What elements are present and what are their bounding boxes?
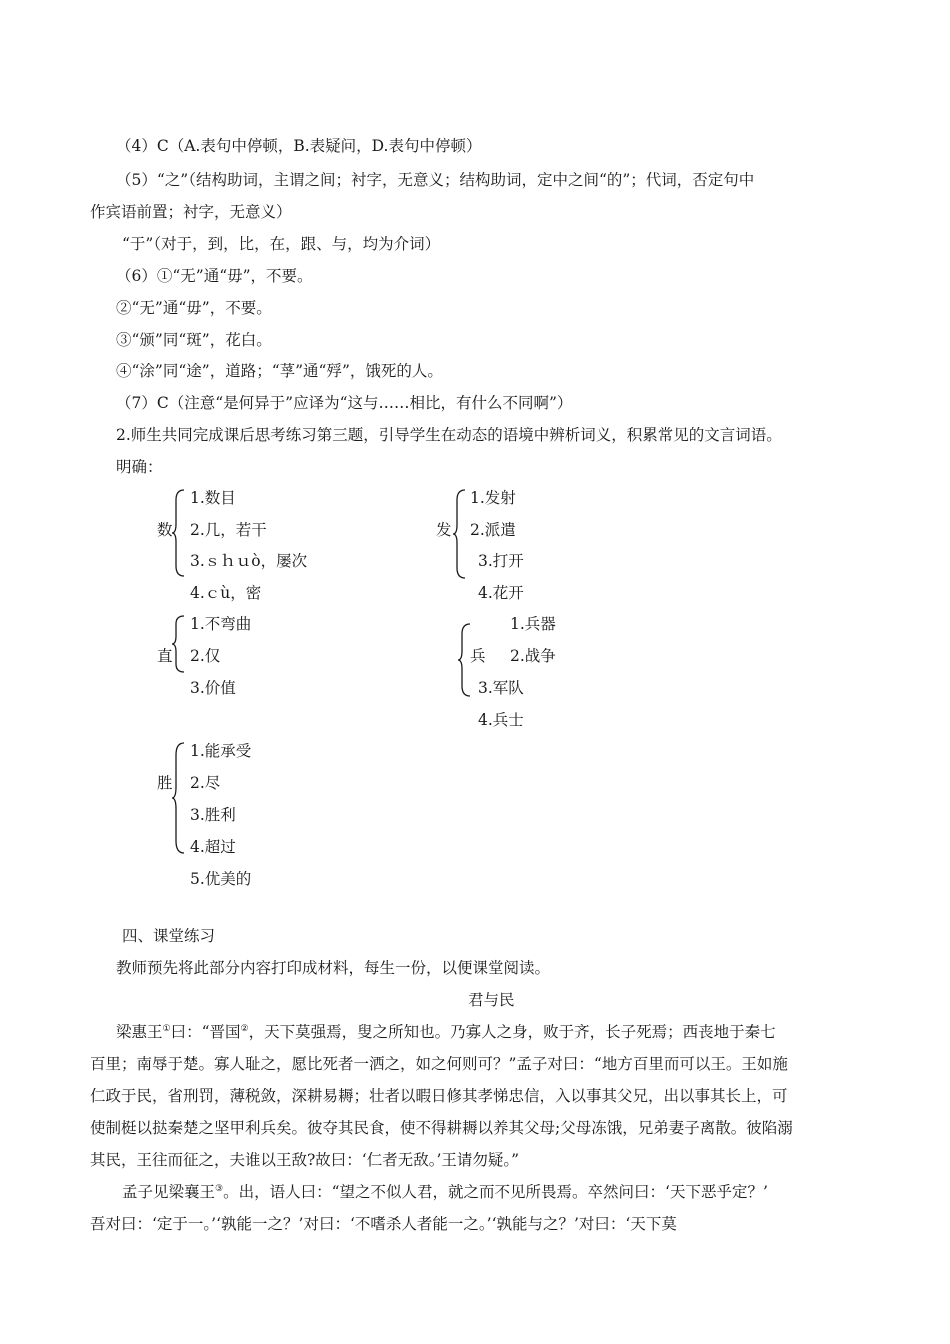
answer-6-b: ②“无”通“毋”，不要。 bbox=[116, 299, 272, 317]
bing-item-3: 3.军队 bbox=[478, 679, 524, 697]
passage-p1-line5: 其民，王往而征之，夫谁以王敌?故曰：‘仁者无敌。’王请勿疑。” bbox=[90, 1151, 520, 1169]
brace-icon bbox=[172, 614, 186, 674]
passage-p2-line2: 吾对曰：‘定于一。’‘孰能一之？’对曰：‘不嗜杀人者能一之。’‘孰能与之？’对曰：‘天下莫 bbox=[90, 1215, 677, 1233]
section-intro: 教师预先将此部分内容打印成材料，每生一份，以便课堂阅读。 bbox=[116, 959, 551, 977]
answer-7: （7）C（注意“是何异于”应译为“这与……相比，有什么不同啊”） bbox=[116, 394, 573, 412]
sheng-item-4: 4.超过 bbox=[190, 838, 236, 856]
mingque-label: 明确： bbox=[116, 458, 163, 476]
word-bing: 兵 bbox=[470, 647, 486, 665]
passage-p2-line1: 孟子见梁襄王③。出，语人曰：“望之不似人君，就之而不见所畏焉。卒然问曰：‘天下恶乎定？’ bbox=[122, 1183, 768, 1201]
passage-title: 君与民 bbox=[468, 991, 515, 1009]
word-zhi: 直 bbox=[157, 647, 173, 665]
brace-icon bbox=[453, 488, 467, 580]
passage-p1-line1: 梁惠王①曰：“晋国②，天下莫强焉，叟之所知也。乃寡人之身，败于齐，长子死焉；西丧地于秦七 bbox=[116, 1023, 776, 1041]
sheng-item-2: 2.尽 bbox=[190, 774, 221, 792]
zhi-item-2: 2.仅 bbox=[190, 647, 221, 665]
answer-5-yu: “于”（对于，到，比，在，跟、与，均为介词） bbox=[122, 235, 441, 253]
passage-p1-line4: 使制梃以挞秦楚之坚甲利兵矣。彼夺其民食，使不得耕耨以养其父母;父母冻饿，兄弟妻子离散。彼陷溺 bbox=[90, 1119, 793, 1137]
bing-item-4: 4.兵士 bbox=[478, 711, 524, 729]
passage-p1-line2: 百里；南辱于楚。寡人耻之，愿比死者一洒之，如之何则可？”孟子对曰：“地方百里而可以王。王如施 bbox=[90, 1055, 788, 1073]
shu-item-4: 4.ｃù，密 bbox=[190, 584, 262, 602]
shu-item-1: 1.数目 bbox=[190, 489, 236, 507]
fa-item-1: 1.发射 bbox=[470, 489, 516, 507]
shu-item-2: 2.几，若干 bbox=[190, 521, 267, 539]
task-2: 2.师生共同完成课后思考练习第三题，引导学生在动态的语境中辨析词义，积累常见的文言词语。 bbox=[116, 426, 782, 444]
word-sheng: 胜 bbox=[157, 774, 173, 792]
answer-5-line2: 作宾语前置；衬字，无意义） bbox=[90, 203, 292, 221]
passage-p1-line3: 仁政于民，省刑罚，薄税敛，深耕易耨；壮者以暇日修其孝悌忠信，入以事其父兄，出以事其长上，可 bbox=[90, 1087, 788, 1105]
answer-4: （4）C（A.表句中停顿，B.表疑问，D.表句中停顿） bbox=[116, 137, 482, 155]
fa-item-4: 4.花开 bbox=[478, 584, 524, 602]
sheng-item-3: 3.胜利 bbox=[190, 806, 236, 824]
brace-icon bbox=[172, 741, 186, 855]
fa-item-3: 3.打开 bbox=[478, 552, 524, 570]
zhi-item-3: 3.价值 bbox=[190, 679, 236, 697]
section-heading: 四、课堂练习 bbox=[122, 927, 216, 945]
word-fa: 发 bbox=[436, 521, 452, 539]
bing-item-2: 2.战争 bbox=[510, 647, 556, 665]
sheng-item-5: 5.优美的 bbox=[190, 870, 252, 888]
shu-item-3: 3.ｓｈｕò，屡次 bbox=[190, 552, 308, 570]
zhi-item-1: 1.不弯曲 bbox=[190, 615, 252, 633]
answer-6-d: ④“涂”同“途”，道路；“莩”通“殍”，饿死的人。 bbox=[116, 362, 443, 380]
answer-6-c: ③“颁”同“斑”，花白。 bbox=[116, 331, 272, 349]
answer-6-a: （6）①“无”通“毋”，不要。 bbox=[116, 267, 313, 285]
brace-icon bbox=[172, 488, 186, 578]
fa-item-2: 2.派遣 bbox=[470, 521, 516, 539]
bing-item-1: 1.兵器 bbox=[510, 615, 556, 633]
answer-5-line1: （5）“之”（结构助词，主谓之间；衬字，无意义；结构助词，定中之间“的”；代词，否定句中 bbox=[116, 171, 755, 189]
word-shu: 数 bbox=[157, 521, 173, 539]
sheng-item-1: 1.能承受 bbox=[190, 742, 252, 760]
